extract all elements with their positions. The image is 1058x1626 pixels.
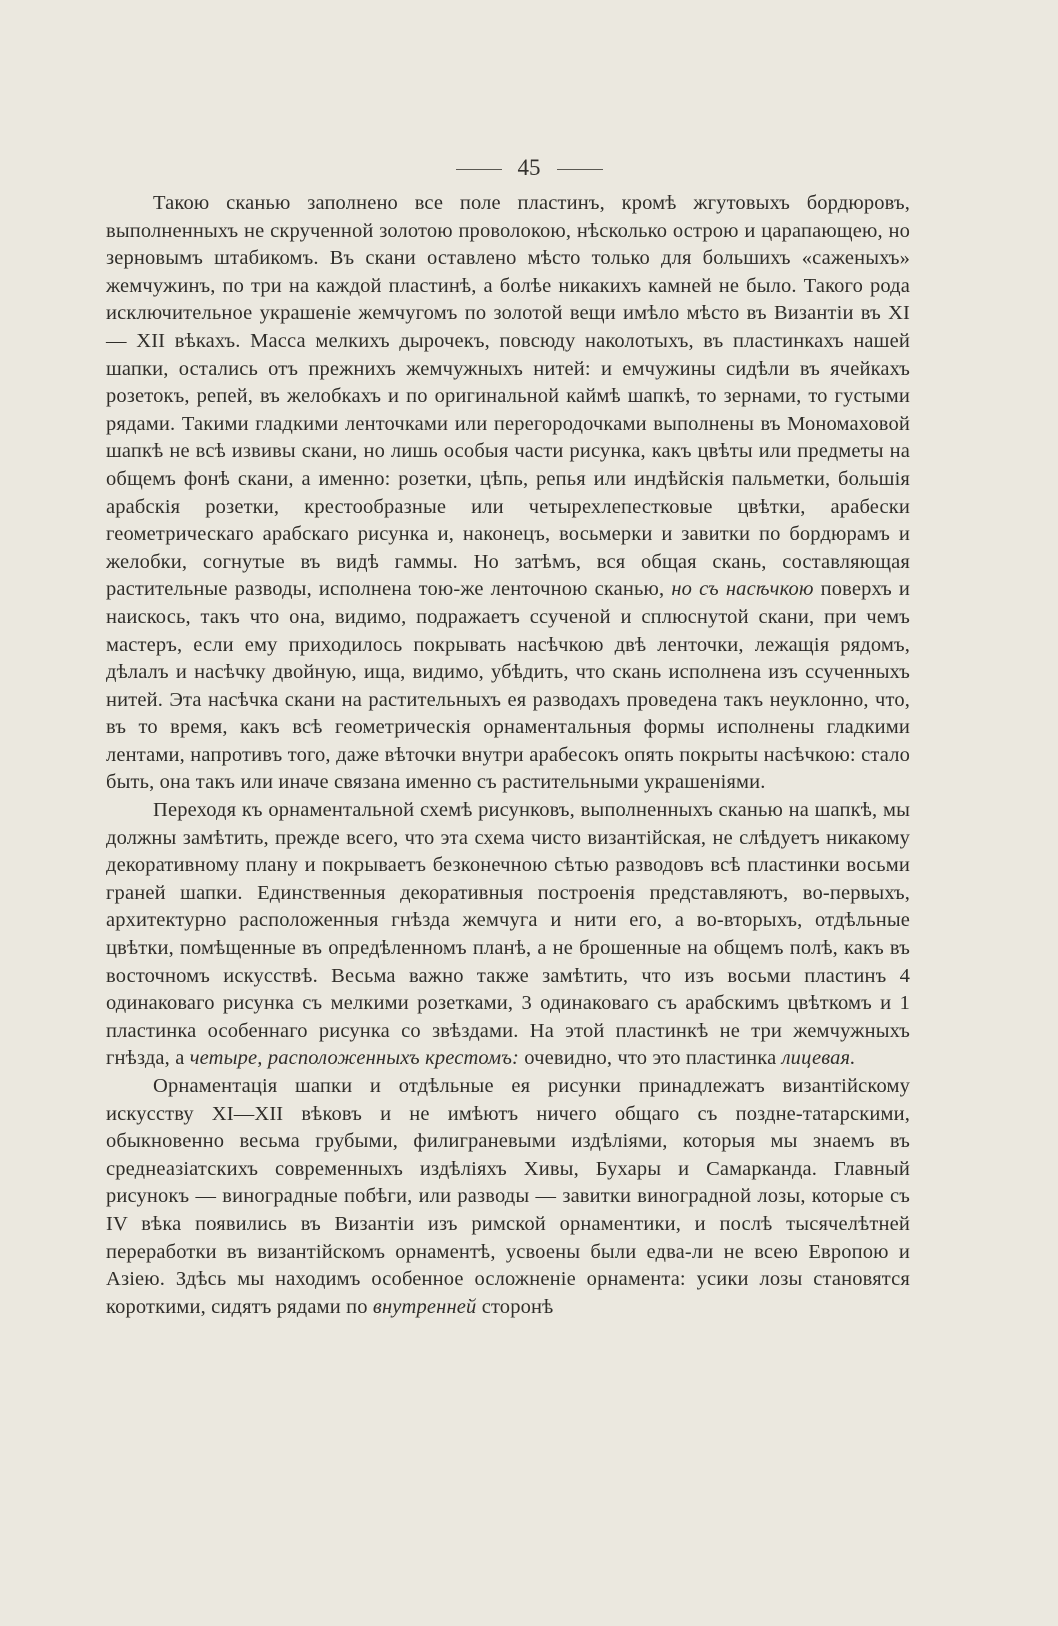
paragraph-text: сторонѣ: [476, 1295, 554, 1318]
page-number: [0, 152, 1058, 184]
paragraph-text: Переходя къ орнаментальной схемѣ рисунковъ, выполненныхъ сканью на шапкѣ, мы должны замѣтить, прежде всего, что эта схема чисто византійская, не слѣдуетъ никакому декоративному плану и покрываетъ безконечною сѣтью разводовъ всѣ пластинки восьми граней шапки. Единственныя декоративныя построенія представляютъ, во-первыхъ, архитектурно расположенныя гнѣзда жемчуга и нити его, а во-вторыхъ, отдѣльные цвѣтки, помѣщенные въ опредѣленномъ планѣ, а не брошенные на общемъ полѣ, какъ въ восточномъ искусствѣ. Весьма важно также замѣтить, что изъ восьми пластинъ 4 одинаковаго рисунка съ мелкими розетками, 3 одинаковаго съ арабскимъ цвѣткомъ и 1 пластинка особеннаго рисунка со звѣздами. На этой пластинкѣ не три жемчужныхъ гнѣзда, а: [106, 799, 910, 1070]
paragraph-3: [106, 1073, 910, 1321]
page-number-value: 45: [517, 155, 541, 180]
paragraph-1: [106, 190, 910, 797]
paragraph-text: Такою сканью заполнено все поле пластинъ, кромѣ жгутовыхъ бордюровъ, выполненныхъ не скрученной золотою проволокою, нѣсколько острою и царапающею, но зерновымъ штабикомъ. Въ скани оставлено мѣсто только для большихъ «саженыхъ» жемчужинъ, по три на каждой пластинѣ, а болѣе никакихъ камней не было. Такого рода исключительное украшеніе жемчугомъ по золотой вещи имѣло мѣсто въ Византіи въ XI — XII вѣкахъ. Масса мелкихъ дырочекъ, повсюду наколотыхъ, въ пластинкахъ нашей шапки, остались отъ прежнихъ жемчужныхъ нитей: и емчужины сидѣли въ ячейкахъ розетокъ, репей, въ желобкахъ и по оригинальной каймѣ шапкѣ, то зернами, то густыми рядами. Такими гладкими ленточками или перегородочками выполнены въ Мономаховой шапкѣ не всѣ извивы скани, но лишь особыя части рисунка, какъ цвѣты или предметы на общемъ фонѣ скани, а именно: розетки, цѣпь, репья или индѣйскія пальметки, большія арабскія розетки, крестообразные или четырехлепестковые цвѣтки, арабески геометрическаго арабскаго рисунка и, наконецъ, восьмерки и завитки по бордюрамъ и желобки, согнутые въ видѣ гаммы. Но затѣмъ, вся общая скань, составляющая растительные разводы, исполнена тою-же ленточною сканью,: [106, 192, 910, 601]
right-dash-rule: [557, 169, 603, 170]
italic-phrase: лицевая.: [781, 1047, 856, 1070]
paragraph-text: Орнаментація шапки и отдѣльные ея рисунки принадлежатъ византійскому искусству XI—XII вѣковъ и не имѣютъ ничего общаго съ поздне-татарскими, обыкновенно весьма грубыми, филиграневыми издѣліями, которыя мы знаемъ въ среднеазіатскихъ современныхъ издѣліяхъ Хивы, Бухары и Самарканда. Главный рисунокъ — виноградные побѣги, или разводы — завитки виноградной лозы, которые съ IV вѣка появились въ Византіи изъ римской орнаментики, и послѣ тысячелѣтней переработки въ византійскомъ орнаментѣ, усвоены были едва-ли не всею Европою и Азіею. Здѣсь мы находимъ особенное осложненіе орнамента: усики лозы становятся короткими, сидятъ рядами по: [106, 1075, 910, 1318]
paragraph-2: [106, 797, 910, 1073]
italic-phrase: четыре, расположенныхъ крестомъ:: [189, 1047, 520, 1070]
left-dash-rule: [456, 169, 502, 170]
paragraph-text: поверхъ и наискось, такъ что она, видимо, подражаетъ ссученой и сплюснутой скани, при чемъ мастеръ, если ему приходилось покрывать насѣчкою двѣ ленточки, лежащія рядомъ, дѣлалъ и насѣчку двойную, ища, видимо, убѣдить, что скань исполнена изъ ссученныхъ нитей. Эта насѣчка скани на растительныхъ ея разводахъ проведена такъ неуклонно, что, въ то время, какъ всѣ геометрическія орнаментальныя формы исполнены гладкими лентами, напротивъ того, даже вѣточки внутри арабесокъ опять покрыты насѣчкою: стало быть, она такъ или иначе связана именно съ растительными украшеніями.: [106, 578, 910, 794]
paragraph-text: очевидно, что это пластинка: [519, 1047, 782, 1070]
body-text: [106, 190, 910, 1321]
italic-phrase: внутренней: [372, 1295, 477, 1318]
italic-phrase: но съ насѣчкою: [671, 578, 814, 601]
